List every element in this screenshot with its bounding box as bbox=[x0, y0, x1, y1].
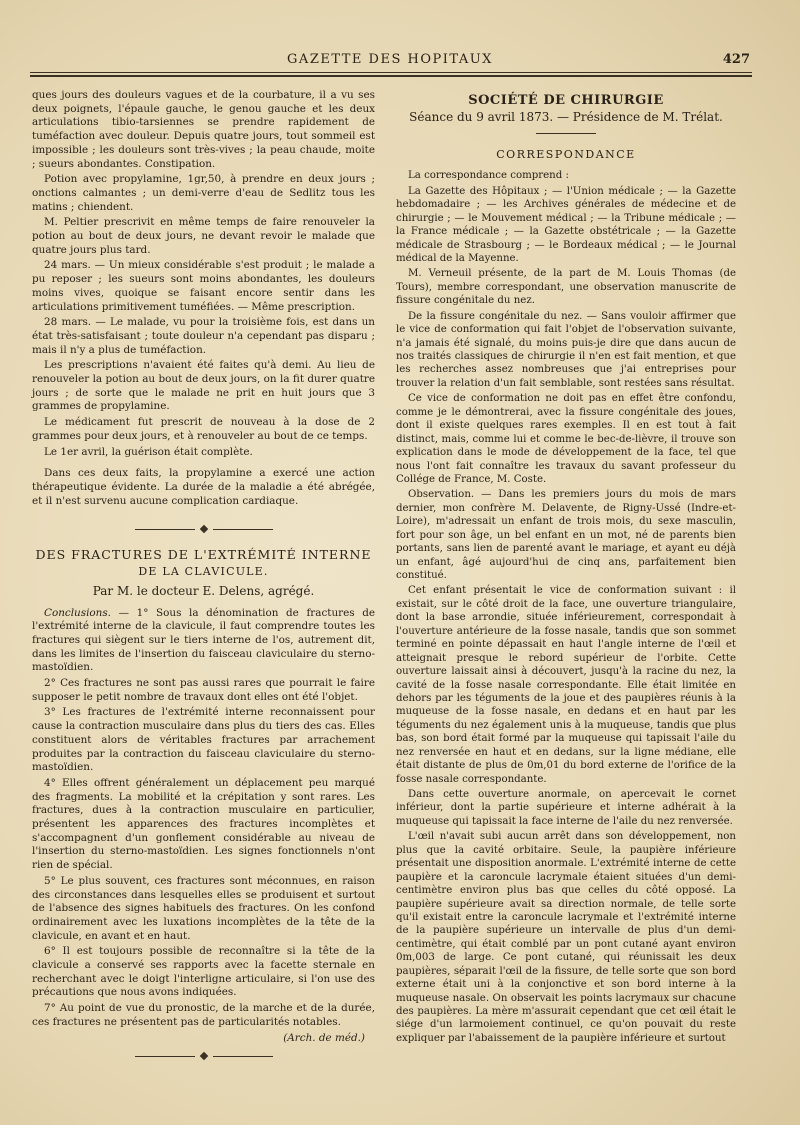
left-column bbox=[32, 89, 375, 1075]
page-header bbox=[30, 52, 750, 74]
paragraph: Ce vice de conformation ne doit pas en effet être confondu, comme je le démontrerai, avec la fissure congénitale des joues, dont il existe quelques rares exemples. Il en est tout à fait distinct, mais, comme lui et comme le bec-de-lièvre, il trouve son explication dans le mode de développement de la face, tel que nous l'ont fait connaître les travaux du savant professeur du Collége de France, M. Coste. bbox=[396, 393, 736, 485]
paragraph: Le médicament fut prescrit de nouveau à la dose de 2 grammes pour deux jours, et à renouveler au bout de ce temps. bbox=[32, 416, 375, 442]
correspondance-heading: CORRESPONDANCE bbox=[496, 147, 636, 161]
paragraph: ques jours des douleurs vagues et de la courbature, il a vu ses deux poignets, l'épaule gauche, le genou gauche et les deux articulations tibio-tarsiennes se prendre rapidement de tuméfaction avec douleur. Depuis quatre jours, tout sommeil est impossible ; les douleurs sont très-vives ; la peau chaude, moite ; sueurs abondantes. Constipation. bbox=[32, 89, 375, 170]
paragraph: Cet enfant présentait le vice de conformation suivant : il existait, sur le côté droit de la face, une ouverture triangulaire, dont la base arrondie, située inférieurement, correspondait à l'ouverture antérieure de la fosse nasale, tandis que son sommet terminé en pointe dépassait en haut l'angle interne de l'œil et atteignait presque le rebord supérieur de l'orbite. Cette ouverture laissait ainsi à découvert, jusqu'à la racine du nez, la cavité de la fosse nasale correspondante. Elle était limitée en dehors par les téguments de la joue et des paupières réunis à la muqueuse de la fosse nasale, en dedans et en haut par les téguments du nez également unis à la muqueuse, tandis que plus bas, son bord était formé par la muqueuse qui tapissait l'aile du nez renversée en haut et en dedans, sur la ligne médiane, elle était distante de plus de 0m,01 du bord externe de l'orifice de la fosse nasale correspondante. bbox=[396, 585, 736, 785]
paragraph: 3° Les fractures de l'extrémité interne reconnaissent pour cause la contraction musculaire dans plus du tiers des cas. Elles constituent alors de véritables fractures par arrachement produites par la contraction du faisceau claviculaire du sterno-mastoïdien. bbox=[32, 706, 375, 774]
article-subtitle: DE LA CLAVICULE. bbox=[138, 565, 269, 579]
section-divider bbox=[32, 1049, 375, 1063]
article-source: (Arch. de méd.) bbox=[283, 1031, 365, 1044]
conclusion-1: — 1° Sous la dénomination de fractures de l'extrémité interne de la clavicule, il faut comprendre toutes les fractures qui siègent sur le tiers interne de l'os, autrement dit, dans les limites de l'insertion du faisceau claviculaire du sterno-mastoïdien. bbox=[32, 606, 375, 674]
session-line: Séance du 9 avril 1873. — Présidence de M. Trélat. bbox=[409, 110, 723, 125]
paragraph: 5° Le plus souvent, ces fractures sont méconnues, en raison des circonstances dans lesquelles elles se produisent et surtout de l'absence des signes habituels des fractures. On les confond ordinairement avec les luxations incomplètes de la tête de la clavicule, en avant et en haut. bbox=[32, 874, 375, 942]
page-number: 427 bbox=[722, 52, 750, 67]
paragraph: Dans cette ouverture anormale, on apercevait le cornet inférieur, dont la partie supérieure et interne adhérait à la muqueuse qui tapissait la face interne de l'aile du nez renversée. bbox=[396, 789, 736, 827]
paragraph: 28 mars. — Le malade, vu pour la troisième fois, est dans un état très-satisfaisant ; toute douleur n'a cependant pas disparu ; mais il n'y a plus de tuméfaction. bbox=[32, 316, 375, 356]
paragraph: 2° Ces fractures ne sont pas aussi rares que pourrait le faire supposer le petit nombre de travaux dont elles ont été l'objet. bbox=[32, 677, 375, 703]
paragraph bbox=[32, 607, 375, 676]
article-title: DES FRACTURES DE L'EXTRÉMITÉ INTERNE bbox=[35, 547, 372, 563]
conclusions-label: Conclusions. bbox=[44, 606, 111, 619]
header-rule bbox=[30, 72, 752, 73]
right-column bbox=[396, 94, 736, 1047]
divider bbox=[536, 133, 596, 134]
article-author: Par M. le docteur E. Delens, agrégé. bbox=[92, 583, 315, 598]
paragraph: 24 mars. — Un mieux considérable s'est produit ; le malade a pu reposer ; les sueurs sont moins abondantes, les douleurs moins vives, quoique se faisant encore sentir dans les articulations primitivement tuméfiées. — Même prescription. bbox=[32, 259, 375, 313]
paragraph: 6° Il est toujours possible de reconnaître si la tête de la clavicule a conservé ses rapports avec la facette sternale en recherchant avec le doigt l'interligne articulaire, si l'on use des précautions que nous avons indiquées. bbox=[32, 945, 375, 999]
paragraph: De la fissure congénitale du nez. — Sans vouloir affirmer que le vice de conformation qui fait l'objet de l'observation suivante, n'a jamais été signalé, du moins puis-je dire que dans aucun de nos traités classiques de chirurgie il n'en est fait mention, et que les recherches assez nombreuses que j'ai entreprises pour trouver la relation d'un fait semblable, sont restées sans résultat. bbox=[396, 310, 736, 389]
paragraph: 4° Elles offrent généralement un déplacement peu marqué des fragments. La mobilité et la crépitation y sont rares. Les fractures, dues à la contraction musculaire en particulier, présentent les apparences des fractures incomplètes et s'accompagnent d'un gonflement considérable au niveau de l'insertion du sterno-mastoïdien. Les signes fonctionnels n'ont rien de spécial. bbox=[32, 776, 375, 872]
paragraph: M. Verneuil présente, de la part de M. Louis Thomas (de Tours), membre correspondant, une observation manuscrite de fissure congénitale du nez. bbox=[396, 268, 736, 307]
paragraph: Observation. — Dans les premiers jours du mois de mars dernier, mon confrère M. Delavente, de Rigny-Ussé (Indre-et-Loire), m'adressait un enfant de trois mois, du sexe masculin, fort pour son âge, un bel enfant en un mot, né de parents bien portants, sans lien de parenté avant le mariage, et ayant eu déjà un enfant, âgé aujourd'hui de cinq ans, parfaitement bien constitué. bbox=[396, 489, 736, 581]
paragraph: M. Peltier prescrivit en même temps de faire renouveler la potion au bout de deux jours, ne devant revoir le malade que quatre jours plus tard. bbox=[32, 216, 375, 256]
paragraph: La Gazette des Hôpitaux ; — l'Union médicale ; — la Gazette hebdomadaire ; — les Archives générales de médecine et de chirurgie ; — le Mouvement médical ; — la Tribune médicale ; — la France médicale ; — la Gazette obstétricale ; — la Gazette médicale de Strasbourg ; — le Bordeaux médical ; — le Journal médical de la Mayenne. bbox=[396, 185, 736, 264]
section-divider bbox=[32, 522, 375, 536]
paragraph: Potion avec propylamine, 1gr,50, à prendre en deux jours ; onctions calmantes ; un demi-verre d'eau de Sedlitz tous les matins ; chiendent. bbox=[32, 173, 375, 213]
paragraph: Le 1er avril, la guérison était complète. bbox=[44, 445, 253, 458]
header-rule-thick bbox=[30, 75, 752, 77]
paragraph: La correspondance comprend : bbox=[408, 170, 569, 182]
section-title: SOCIÉTÉ DE CHIRURGIE bbox=[468, 93, 664, 108]
paragraph: 7° Au point de vue du pronostic, de la marche et de la durée, ces fractures ne présentent pas de particularités notables. bbox=[32, 1002, 375, 1028]
paragraph: Dans ces deux faits, la propylamine a exercé une action thérapeutique évidente. La durée de la maladie a été abrégée, et il n'est survenu aucune complication cardiaque. bbox=[32, 467, 375, 507]
paragraph: Les prescriptions n'avaient été faites qu'à demi. Au lieu de renouveler la potion au bout de deux jours, on la fit durer quatre jours ; de sorte que le malade ne prit en huit jours que 3 grammes de propylamine. bbox=[32, 359, 375, 413]
paragraph: L'œil n'avait subi aucun arrêt dans son développement, non plus que la cavité orbitaire. Seule, la paupière inférieure présentait une disposition anormale. L'extrémité interne de cette paupière et la caroncule lacrymale étaient situées d'un demi-centimètre environ plus bas que celles du côté opposé. La paupière supérieure avait sa direction normale, de telle sorte qu'il existait entre la caroncule lacrymale et l'extrémité interne de la paupière supérieure un intervalle de plus d'un demi-centimètre, qui était comblé par un pont cutané ayant environ 0m,003 de large. Ce pont cutané, qui réunissait les deux paupières, séparait l'œil de la fissure, de telle sorte que son bord externe était uni à la conjonctive et son bord interne à la muqueuse nasale. On observait les points lacrymaux sur chacune des paupières. La mère m'assurait cependant que cet œil était le siége d'un larmoiement continuel, ce qu'on pouvait du reste expliquer par l'abaissement de la paupière inférieure et surtout bbox=[396, 831, 736, 1044]
journal-title: GAZETTE DES HOPITAUX bbox=[287, 52, 493, 67]
